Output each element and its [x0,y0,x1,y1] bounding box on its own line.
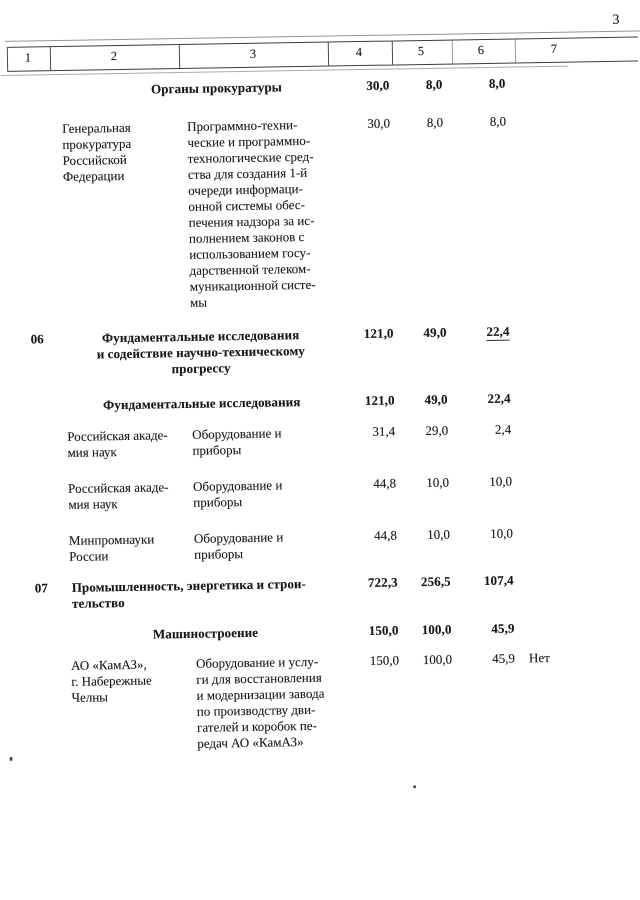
value-col-4: 121,0 [363,325,394,342]
column-header-5: 5 [417,43,425,59]
row-genprokuratura [2,111,640,310]
value-col-5: 49,0 [424,391,448,408]
value-col-4: 30,0 [367,115,391,131]
value-col-6: 45,9 [491,620,515,636]
subsection-title: Фундаментальные исследования [102,394,301,413]
subsection-title: Органы прокуратуры [150,79,283,97]
value-col-4: 44,8 [374,527,398,543]
value-col-5: 8,0 [425,76,443,92]
column-separator [179,45,181,68]
scan-speck [10,757,13,761]
column-separator [328,43,330,66]
value-col-4: 722,3 [367,574,398,590]
row-section-06 [6,321,640,377]
section-code: 07 [34,580,49,596]
value-col-5: 8,0 [426,114,444,130]
value-col-6: 8,0 [488,75,506,91]
works-description-cell: Оборудование и услу- ги для восстановления и модернизации завода по производству дви- гателей и коробок пе- редач АО «КамАЗ» [195,653,325,751]
row-ran-1 [7,419,640,460]
column-header-6: 6 [477,42,485,58]
value-col-5: 49,0 [423,324,447,341]
value-col-6: 107,4 [483,572,514,589]
organization-cell: Российская акаде- мия наук [67,427,168,460]
row-ran-2 [8,471,640,512]
row-kamaz [11,648,640,751]
value-col-4: 44,8 [373,475,397,491]
value-col-4: 150,0 [369,652,400,668]
value-col-4: 150,0 [368,622,399,638]
value-col-6: 22,4 [487,390,511,406]
section-title: Фундаментальные исследования и содействие научно-техническому прогрессу [96,327,306,377]
column-header-3: 3 [249,46,257,61]
organization-cell: Генеральная прокуратура Российской Федерации [62,119,132,184]
works-description-cell: Программно-техни- ческие и программно- технологические сред- ства для создания 1-й очереди информаци- онной системы обес- печения надзора за ис- полнением законов с использованием госу- дарственной телеком- муникационной систе- мы [186,117,316,310]
page-number: 3 [612,12,620,28]
value-col-5: 256,5 [420,573,451,590]
section-title: Промышленность, энергетика и строи- тельство [71,576,307,611]
value-col-6: 10,0 [489,473,513,489]
organization-cell: АО «КамАЗ», г. Набережные Челны [70,656,152,705]
value-col-4: 30,0 [366,77,390,93]
value-col-5: 100,0 [422,651,453,668]
value-col-6: 8,0 [489,113,507,129]
row-mashinostroenie [10,618,640,642]
column-header-1: 1 [24,50,32,65]
column-header-2: 2 [110,49,118,64]
value-col-5: 10,0 [426,474,450,490]
value-col-4: 31,4 [372,423,396,439]
works-description-cell: Оборудование и приборы [192,477,283,510]
value-col-7: Нет [528,649,550,666]
value-col-6: 45,9 [492,650,516,666]
scan-speck [413,785,416,788]
value-col-6: 10,0 [490,525,514,541]
row-section-07 [10,570,640,611]
row-fundamentalnye-issledovaniya [7,388,640,413]
value-col-5: 100,0 [421,621,452,638]
organization-cell: Минпромнауки России [68,531,155,564]
row-organy-prokuratury [1,73,640,97]
column-header-4: 4 [355,45,363,60]
value-col-6: 2,4 [494,421,512,437]
column-separator [392,41,394,64]
value-col-5: 10,0 [427,526,451,542]
value-col-4: 121,0 [364,392,395,409]
works-description-cell: Оборудование и приборы [193,529,284,562]
underlined-value: 22,4 [486,323,510,339]
value-col-5: 29,0 [425,422,449,439]
row-minpromnauki [9,523,640,564]
table-header-row [7,36,638,71]
works-description-cell: Оборудование и приборы [192,425,282,458]
organization-cell: Российская акаде- мия наук [67,479,169,512]
column-header-7: 7 [550,41,558,56]
column-separator [50,47,52,70]
column-separator [515,39,516,62]
column-separator [452,40,453,63]
section-code: 06 [30,331,44,347]
subsection-title: Машиностроение [152,624,259,642]
value-col-6 [447,324,509,341]
